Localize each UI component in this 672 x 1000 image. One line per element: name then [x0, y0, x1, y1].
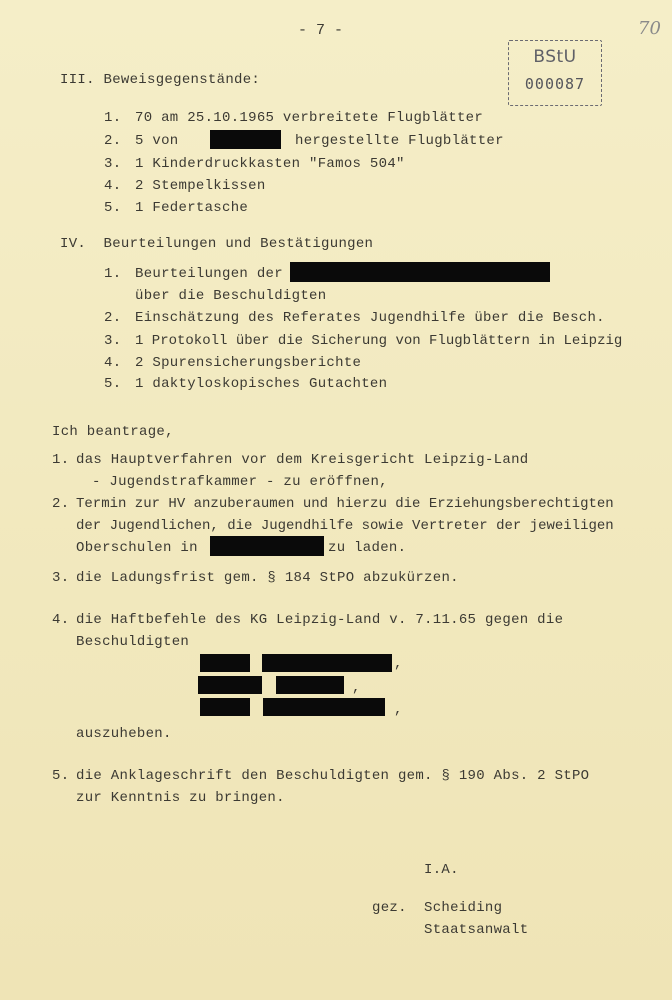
motion-4-line-1: die Haftbefehle des KG Leipzig-Land v. 7.11.65 gegen die [76, 612, 564, 628]
motion-5-line-1: die Anklageschrift den Beschuldigten gem. § 190 Abs. 2 StPO [76, 768, 590, 784]
motion-3-line-1: die Ladungsfrist gem. § 184 StPO abzukürzen. [76, 570, 459, 586]
motion-2-line-3a: Oberschulen in [76, 540, 198, 556]
section-4-item-4-num: 4. [104, 355, 122, 371]
redaction-bar [200, 698, 250, 716]
section-4-item-5-num: 5. [104, 376, 122, 392]
section-3-item-3-num: 3. [104, 156, 122, 172]
redaction-bar [200, 654, 250, 672]
section-4-heading: IV. Beurteilungen und Bestätigungen [60, 236, 374, 252]
motion-4-num: 4. [52, 612, 70, 628]
motion-4-line-end: auszuheben. [76, 726, 172, 742]
redaction-bar [276, 676, 344, 694]
section-4-item-3-text: 1 Protokoll über die Sicherung von Flugblättern in Leipzig [135, 333, 623, 349]
section-4-item-1-cont: über die Beschuldigten [135, 288, 327, 304]
motion-5-line-2: zur Kenntnis zu bringen. [76, 790, 285, 806]
section-4-item-4-text: 2 Spurensicherungsberichte [135, 355, 362, 371]
section-3-item-4-text: 2 Stempelkissen [135, 178, 266, 194]
stamp-title: BStU [533, 47, 577, 67]
redaction-bar [198, 676, 262, 694]
redaction-bar [290, 262, 550, 282]
section-4-item-1-num: 1. [104, 266, 122, 282]
section-3-item-1-text: 70 am 25.10.1965 verbreitete Flugblätter [135, 110, 484, 126]
motion-1-line-1: das Hauptverfahren vor dem Kreisgericht Leipzig-Land [76, 452, 529, 468]
motion-4-line-2: Beschuldigten [76, 634, 190, 650]
section-4-item-2-text: Einschätzung des Referates Jugendhilfe über die Besch. [135, 310, 605, 326]
section-4-item-2-num: 2. [104, 310, 122, 326]
stamp-number: 000087 [524, 75, 586, 93]
section-4-item-1-text: Beurteilungen der [135, 266, 283, 282]
page-number: - 7 - [298, 22, 344, 39]
motion-2-line-3b: zu laden. [328, 540, 407, 556]
motion-4-comma-3: , [394, 702, 403, 718]
motions-intro: Ich beantrage, [52, 424, 174, 440]
signature-ia: I.A. [424, 862, 459, 878]
motion-1-num: 1. [52, 452, 70, 468]
section-3-heading: III. Beweisgegenstände: [60, 72, 261, 88]
signature-gez: gez. [372, 900, 407, 916]
section-3-item-5-num: 5. [104, 200, 122, 216]
motion-2-line-2: der Jugendlichen, die Jugendhilfe sowie Vertreter der jeweiligen [76, 518, 614, 534]
section-3-item-1-num: 1. [104, 110, 122, 126]
section-4-item-5-text: 1 daktyloskopisches Gutachten [135, 376, 388, 392]
section-4-item-3-num: 3. [104, 333, 122, 349]
section-3-item-3-text: 1 Kinderdruckkasten "Famos 504" [135, 156, 405, 172]
signature-title: Staatsanwalt [424, 922, 529, 938]
redaction-bar [210, 130, 281, 149]
section-3-item-4-num: 4. [104, 178, 122, 194]
section-3-item-5-text: 1 Federtasche [135, 200, 249, 216]
redaction-bar [263, 698, 385, 716]
motion-4-comma-1: , [394, 656, 403, 672]
redaction-bar [262, 654, 392, 672]
motion-2-num: 2. [52, 496, 70, 512]
motion-3-num: 3. [52, 570, 70, 586]
motion-4-comma-2: , [352, 680, 361, 696]
handwritten-page-note: 70 [638, 18, 661, 39]
motion-1-line-2: - Jugendstrafkammer - zu eröffnen, [92, 474, 388, 490]
motion-5-num: 5. [52, 768, 70, 784]
archive-stamp [508, 40, 602, 106]
signature-name: Scheiding [424, 900, 503, 916]
motion-2-line-1: Termin zur HV anzuberaumen und hierzu die Erziehungsberechtigten [76, 496, 614, 512]
section-3-item-2-text-after: hergestellte Flugblätter [295, 133, 504, 149]
section-3-item-2-text-before: 5 von [135, 133, 179, 149]
redaction-bar [210, 536, 324, 556]
section-3-item-2-num: 2. [104, 133, 122, 149]
